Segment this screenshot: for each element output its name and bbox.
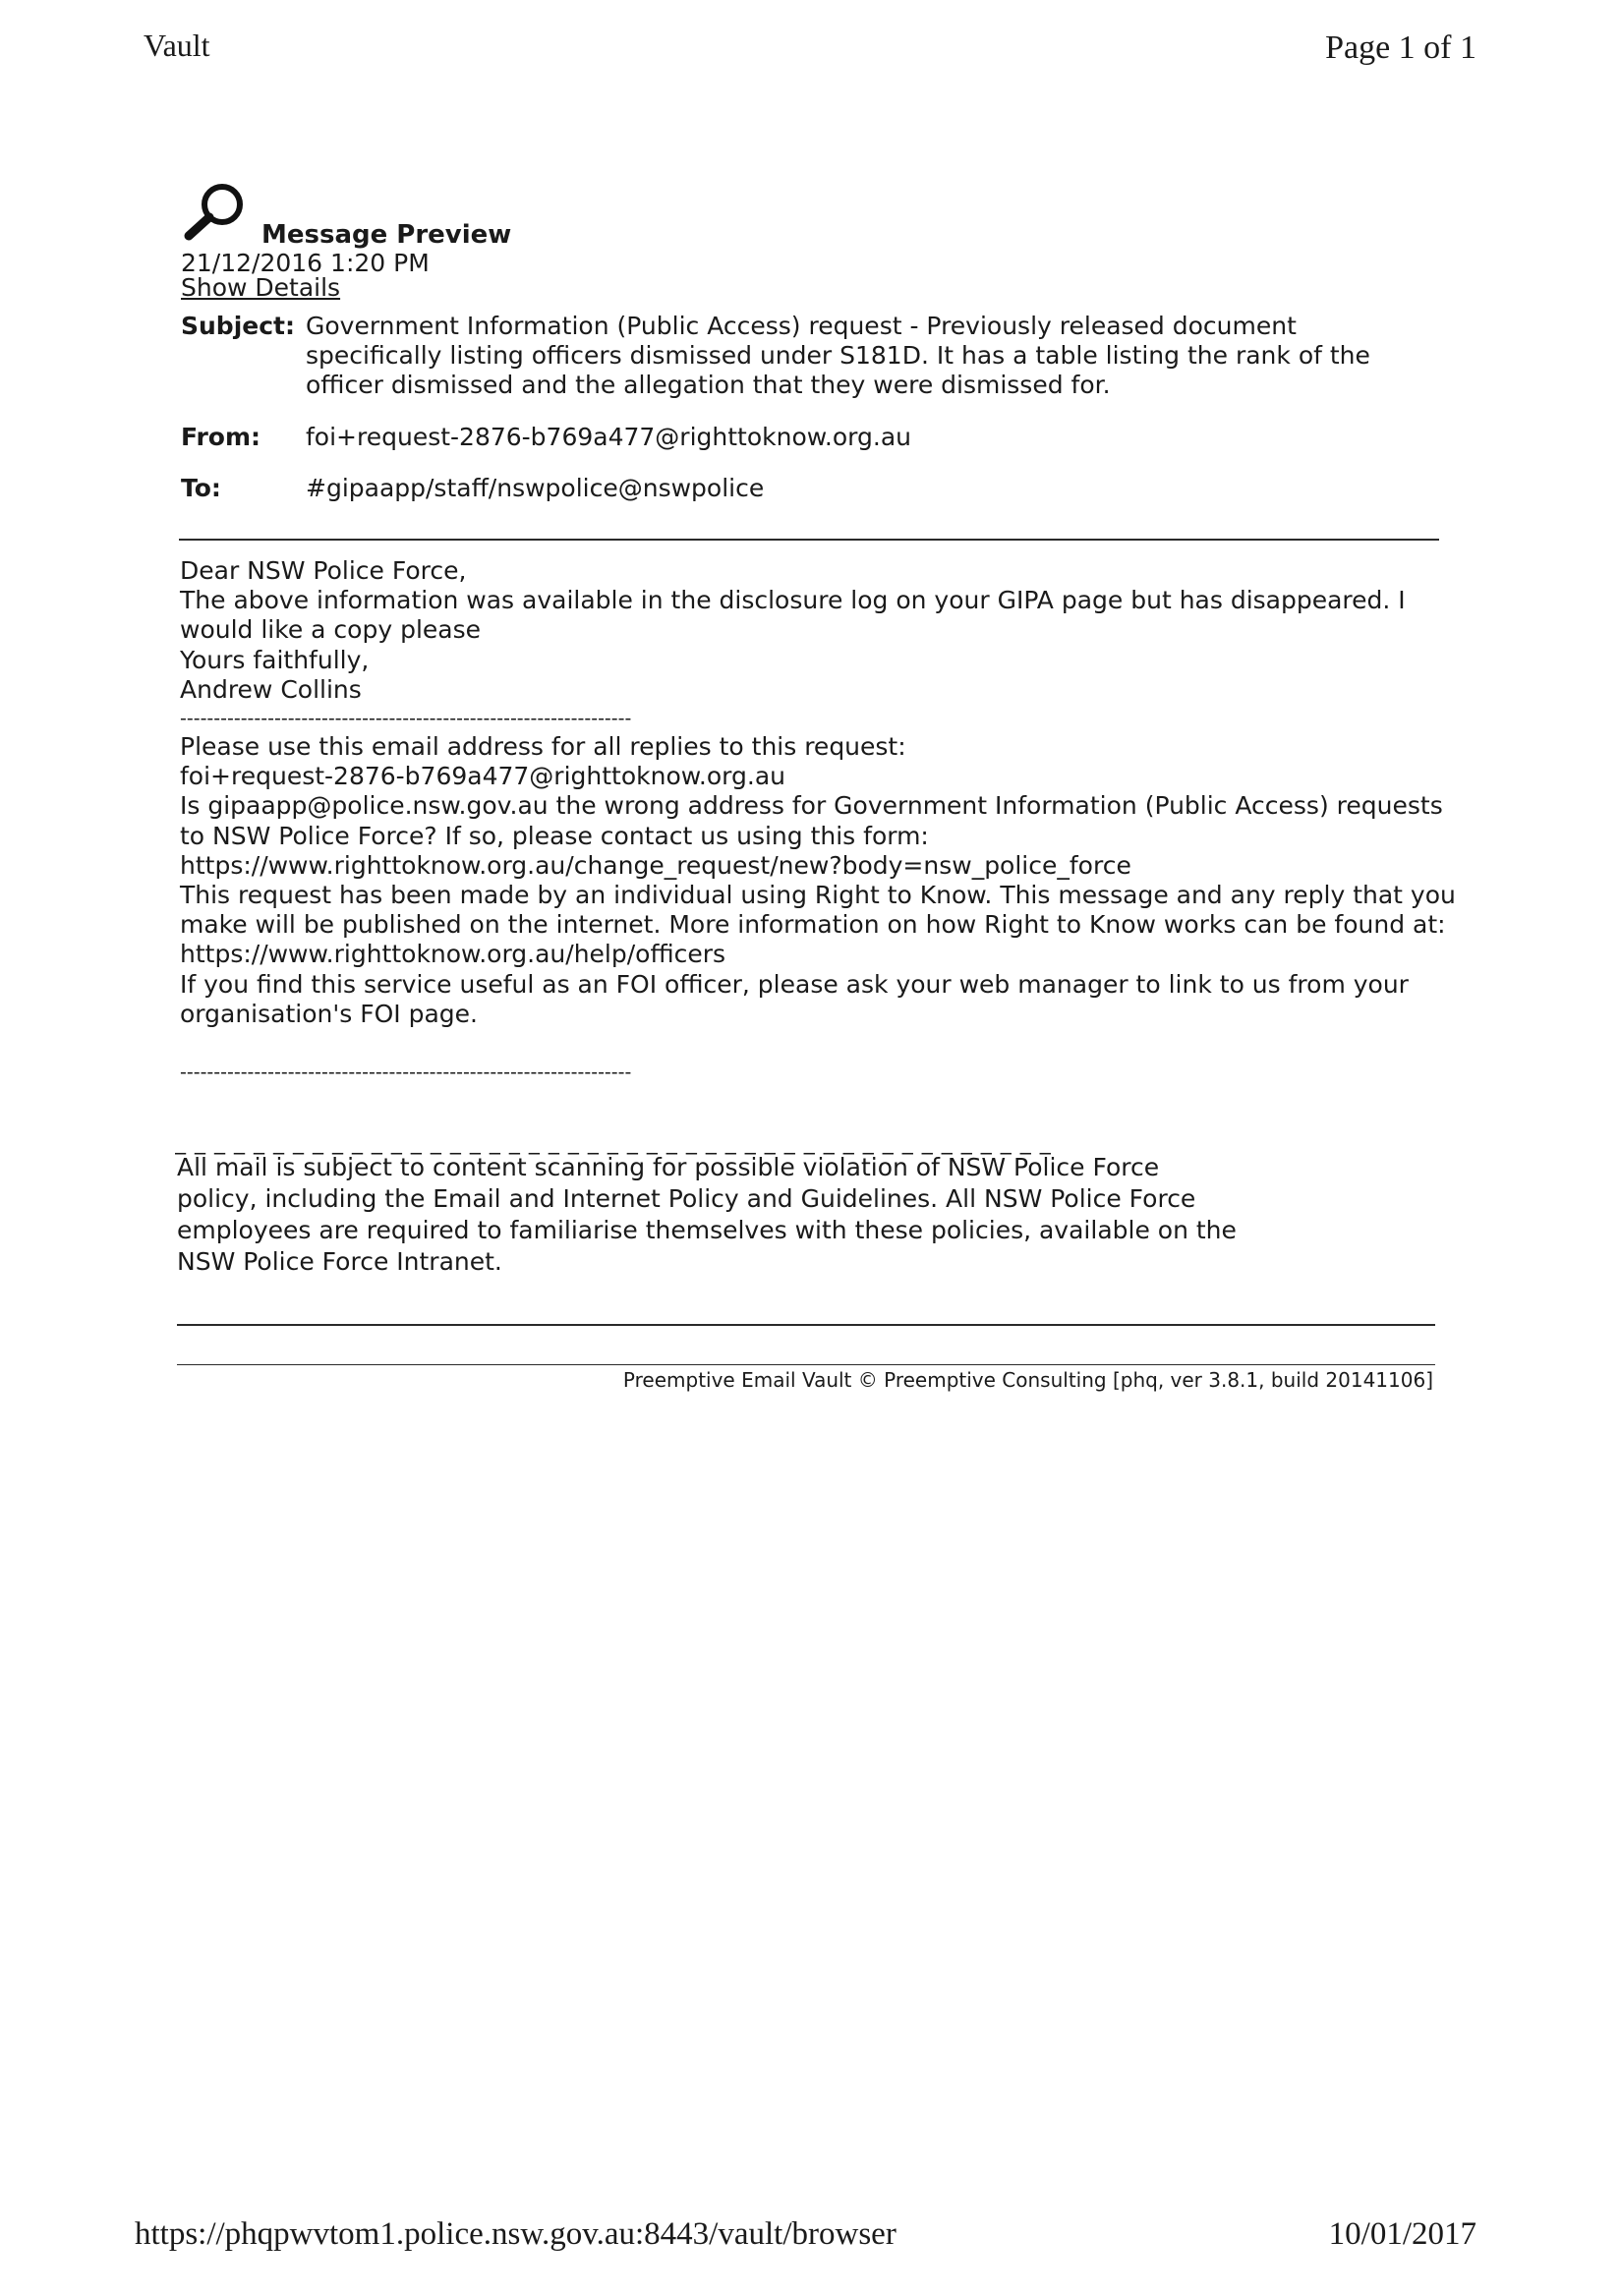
subject-value: Government Information (Public Access) request - Previously released document specifically listing officers dismissed under S181D. It has a table listing the rank of the officer dismissed and the allegation that they were dismissed for. — [306, 312, 1370, 399]
print-footer-date: 10/01/2017 — [1328, 2216, 1476, 2252]
vault-footer: Preemptive Email Vault © Preemptive Consulting [phq, ver 3.8.1, build 20141106] — [622, 1368, 1433, 1392]
body-line: If you find this service useful as an FOI officer, please ask your web manager to link to us from your organisation's FOI page. — [180, 969, 1417, 1028]
body-separator: ------------------------------------------------------------------- — [180, 1062, 632, 1084]
header-divider — [179, 539, 1439, 541]
print-footer-url: https://phqpwvtom1.police.nsw.gov.au:8443/vault/browser — [135, 2216, 897, 2252]
body-line: https://www.righttoknow.org.au/help/officers — [180, 940, 726, 969]
disclaimer-separator: _ _ _ _ _ _ _ _ _ _ _ _ _ _ _ _ _ _ _ _ _ _ _ _ _ _ _ _ _ _ _ _ _ _ _ _ _ _ _ _ _ _ _ _ _ — [175, 1130, 1052, 1155]
from-value: foi+request-2876-b769a477@righttoknow.org.au — [306, 423, 911, 451]
body-line: Andrew Collins — [180, 674, 362, 704]
to-value: #gipaapp/staff/nswpolice@nswpolice — [306, 474, 765, 502]
preview-title: Message Preview — [261, 220, 512, 250]
show-details-link[interactable]: Show Details — [181, 273, 341, 302]
body-line — [180, 1029, 1458, 1059]
magnifier-icon — [179, 179, 258, 246]
message-datetime: 21/12/2016 1:20 PM — [181, 249, 430, 277]
footer-divider-top — [177, 1324, 1435, 1326]
print-header-page-number: Page 1 of 1 — [1325, 29, 1476, 66]
disclaimer-text: All mail is subject to content scanning for possible violation of NSW Police Force policy, including the Email and Internet Policy and Guidelines. All NSW Police Force employees are required to familiarise themselves with these policies, available on the NSW Police Force Intranet. — [177, 1153, 1237, 1276]
body-line: The above information was available in the disclosure log on your GIPA page but has disappeared. I would like a copy please — [180, 586, 1414, 645]
body-separator: ------------------------------------------------------------------- — [180, 708, 632, 730]
body-line: Is gipaapp@police.nsw.gov.au the wrong address for Government Information (Public Access) requests to NSW Police Force? If so, please contact us using this form: — [180, 791, 1451, 850]
from-label: From: — [181, 423, 261, 451]
body-line: Yours faithfully, — [180, 645, 370, 674]
body-line: https://www.righttoknow.org.au/change_request/new?body=nsw_police_force — [180, 850, 1131, 880]
message-body — [180, 556, 1464, 1086]
body-line: foi+request-2876-b769a477@righttoknow.org.au — [180, 762, 785, 791]
footer-divider-bottom — [177, 1364, 1435, 1365]
to-label: To: — [181, 474, 221, 502]
body-line: Please use this email address for all replies to this request: — [180, 732, 906, 762]
body-line: This request has been made by an individual using Right to Know. This message and any reply that you make will be published on the internet. More information on how Right to Know works can be found at: — [180, 881, 1464, 940]
body-line: Dear NSW Police Force, — [180, 556, 467, 585]
subject-label: Subject: — [181, 312, 295, 340]
print-header-title: Vault — [144, 28, 210, 63]
